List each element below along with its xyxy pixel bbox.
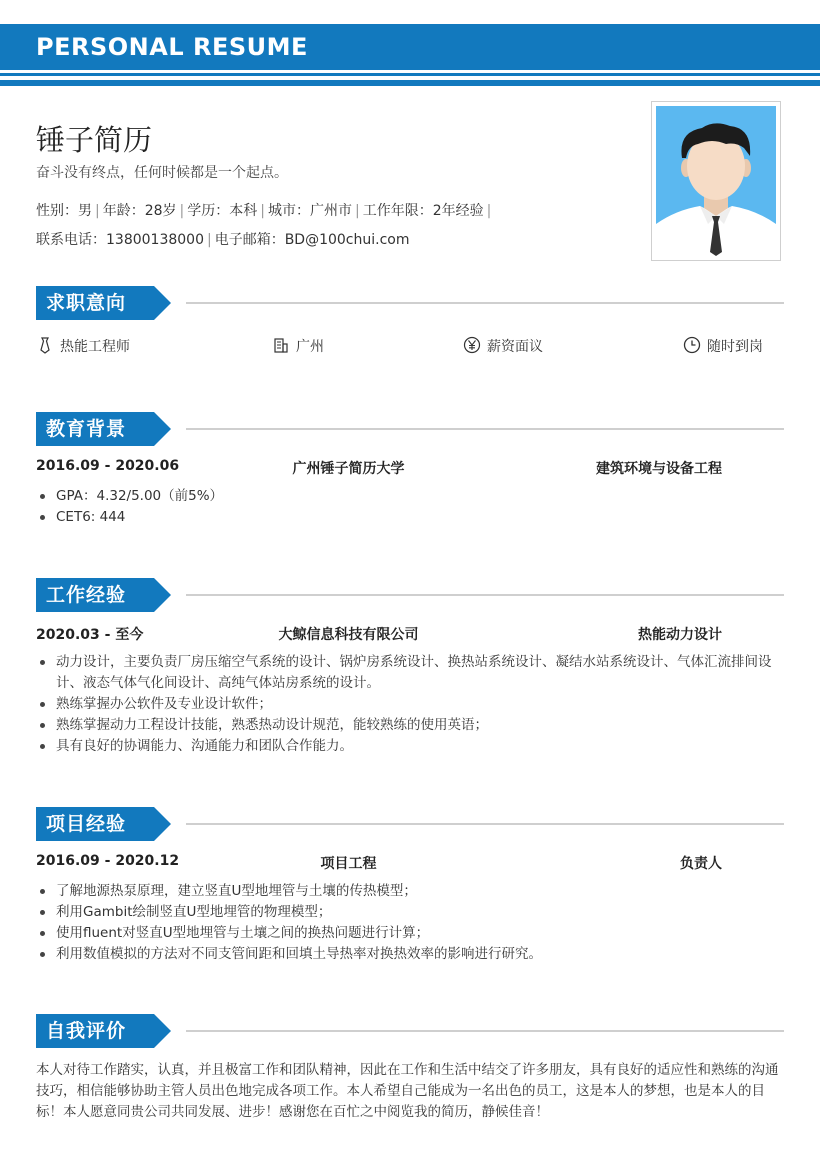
project-bullets — [36, 881, 786, 965]
section-header-project — [36, 807, 784, 841]
project-name: 项目工程 — [320, 856, 377, 872]
info-experience: 工作年限：2年经验 — [362, 203, 484, 219]
list-item: 了解地源热泵原理，建立竖直U型地埋管与土壤的传热模型； — [36, 881, 786, 902]
list-item: CET6: 444 — [36, 507, 786, 528]
info-age: 年龄：28岁 — [102, 203, 177, 219]
profile-photo — [651, 101, 781, 261]
profile-name: 锤子简历 — [36, 123, 153, 157]
info-email: 电子邮箱：BD@100chui.com — [214, 232, 410, 248]
header-banner — [0, 24, 820, 70]
list-item: 熟练掌握动力工程设计技能，熟悉热动设计规范，能较熟练的使用英语； — [36, 715, 786, 736]
section-rule — [186, 1030, 784, 1032]
work-role: 热能动力设计 — [638, 627, 722, 643]
list-item: 具有良好的协调能力、沟通能力和团队合作能力。 — [36, 736, 786, 757]
section-rule — [186, 302, 784, 304]
section-title-project: 项目经验 — [46, 813, 127, 835]
intent-arrival-label: 随时到岗 — [707, 339, 763, 355]
section-header-intent — [36, 286, 784, 320]
section-rule — [186, 594, 784, 596]
education-date: 2016.09 - 2020.06 — [36, 458, 180, 474]
section-header-self — [36, 1014, 784, 1048]
profile-info-line-1: 性别：男 | 年龄：28岁 | 学历：本科 | 城市：广州市 | 工作年限：2年经验 | — [36, 203, 492, 219]
list-item: 动力设计，主要负责厂房压缩空气系统的设计、锅炉房系统设计、换热站系统设计、凝结水站系统设计、气体汇流排间设计、液态气体气化间设计、高纯气体站房系统的设计。 — [36, 652, 786, 694]
section-rule — [186, 823, 784, 825]
intent-position — [36, 336, 130, 356]
section-rule — [186, 428, 784, 430]
info-phone: 联系电话：13800138000 — [36, 232, 204, 248]
info-city: 城市：广州市 — [267, 203, 352, 219]
section-header-education — [36, 412, 784, 446]
header-rule — [0, 73, 820, 76]
profile-info-line-2: 联系电话：13800138000 | 电子邮箱：BD@100chui.com — [36, 232, 410, 248]
project-role: 负责人 — [680, 856, 722, 872]
education-bullets — [36, 486, 786, 528]
profile-motto: 奋斗没有终点，任何时候都是一个起点。 — [36, 165, 288, 181]
list-item: GPA：4.32/5.00（前5%） — [36, 486, 786, 507]
intent-salary-label: 薪资面议 — [487, 339, 543, 355]
list-item: 利用数值模拟的方法对不同支管间距和回填土导热率对换热效率的影响进行研究。 — [36, 944, 786, 965]
list-item: 熟练掌握办公软件及专业设计软件； — [36, 694, 786, 715]
info-gender: 性别：男 — [36, 203, 92, 219]
intent-city — [272, 336, 324, 356]
clock-icon — [683, 336, 701, 354]
section-header-work — [36, 578, 784, 612]
section-title-intent: 求职意向 — [46, 292, 127, 314]
work-date: 2020.03 - 至今 — [36, 627, 144, 643]
building-icon — [272, 336, 290, 354]
education-major: 建筑环境与设备工程 — [596, 461, 722, 477]
list-item: 使用fluent对竖直U型地埋管与土壤之间的换热问题进行计算； — [36, 923, 786, 944]
header-title: PERSONAL RESUME — [36, 33, 308, 61]
tie-icon — [36, 336, 54, 354]
self-evaluation-text: 本人对待工作踏实，认真，并且极富工作和团队精神，因此在工作和生活中结交了许多朋友，具有良好的适应性和熟练的沟通技巧，相信能够协助主管人员出色地完成各项工作。本人希望自己能成为一名出色的员工，这是本人的梦想，也是本人的目标！本人愿意同贵公司共同发展、进步！感谢您在百忙之中阅览我的简历，静候佳音！ — [36, 1062, 779, 1120]
project-date: 2016.09 - 2020.12 — [36, 853, 180, 869]
work-company: 大鲸信息科技有限公司 — [278, 627, 419, 643]
intent-arrival — [683, 336, 763, 356]
intent-city-label: 广州 — [296, 339, 324, 355]
education-school: 广州锤子简历大学 — [292, 461, 405, 477]
header-rule-thick — [0, 80, 820, 86]
intent-position-label: 热能工程师 — [60, 339, 130, 355]
section-title-education: 教育背景 — [46, 418, 127, 440]
intent-salary — [463, 336, 543, 356]
avatar-illustration — [656, 106, 776, 256]
section-title-self: 自我评价 — [46, 1020, 127, 1042]
section-title-work: 工作经验 — [46, 584, 127, 606]
work-bullets — [36, 652, 786, 757]
info-education: 学历：本科 — [187, 203, 258, 219]
yen-icon — [463, 336, 481, 354]
list-item: 利用Gambit绘制竖直U型地埋管的物理模型； — [36, 902, 786, 923]
